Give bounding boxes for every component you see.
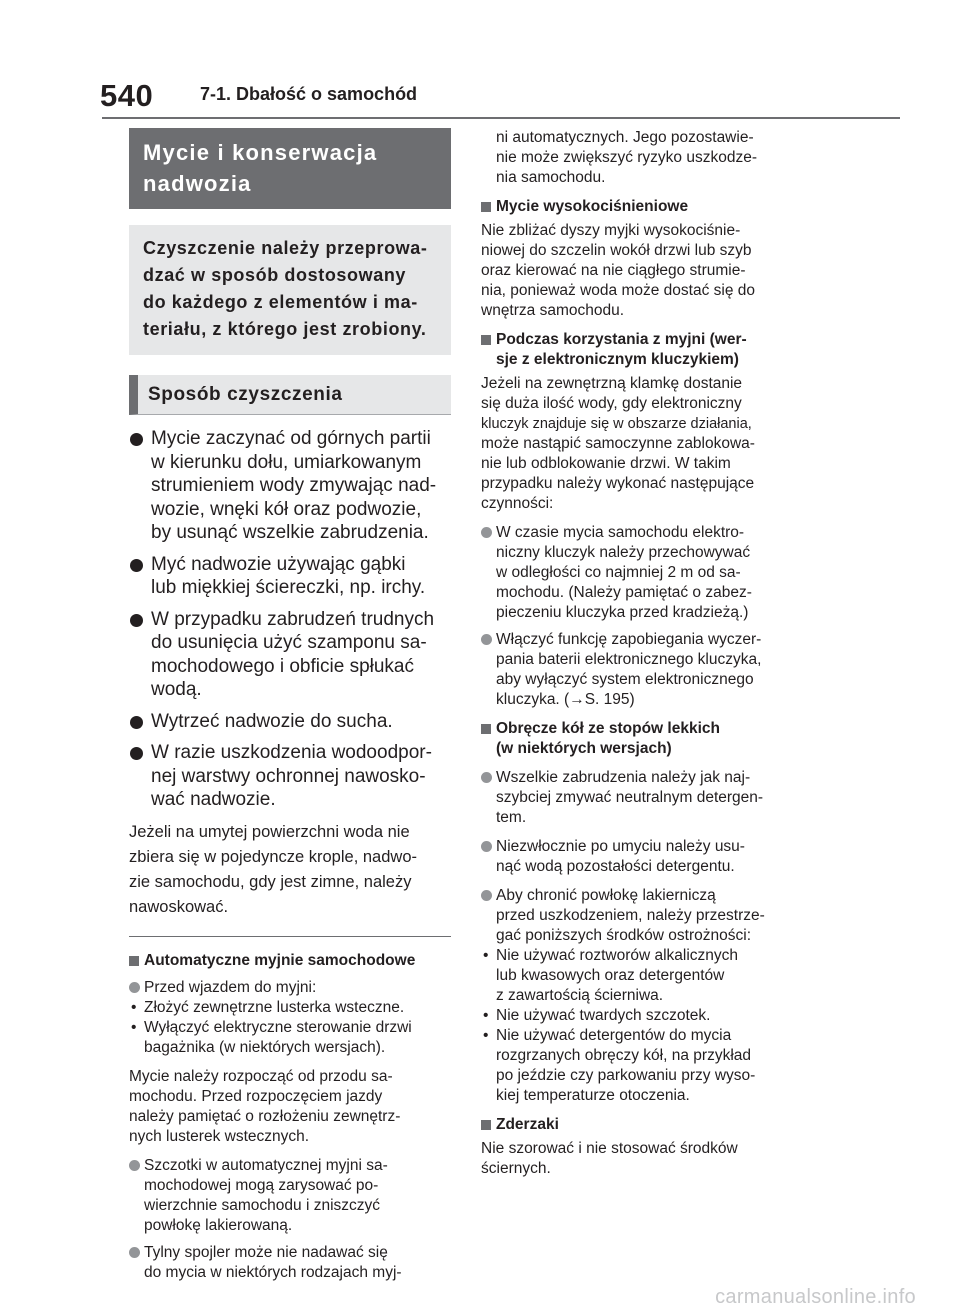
list-item: Włączyć funkcję zapobiegania wyczer- pania baterii elektronicznego kluczyka, aby wyłączyć system elektronicznego kluczyka. (→S. 195)	[481, 630, 806, 710]
list-item: • Wyłączyć elektryczne sterowanie drzwi bagażnika (w niektórych wersjach).	[129, 1018, 451, 1058]
alloy-wheels-heading: Obręcze kół ze stopów lekkich (w niektórych wersjach)	[481, 719, 806, 759]
cleaning-steps-list	[129, 427, 451, 812]
list-item: Przed wjazdem do myjni:	[129, 978, 451, 998]
list-item: Mycie zaczynać od górnych partii w kierunku dołu, umiarkowanym strumieniem wody zmywając nad- wozie, wnęki kół oraz podwozie, by usunąć wszelkie zabrudzenia.	[129, 427, 451, 545]
list-item: W razie uszkodzenia wodoodpor- nej warstwy ochronnej nawosko- wać nadwozie.	[129, 741, 451, 812]
continuation-text: ni automatycznych. Jego pozostawie- nie może zwiększyć ryzyko uszkodze- nia samochodu.	[496, 129, 757, 186]
list-item: Niezwłocznie po umyciu należy usu- nąć wodą pozostałości detergentu.	[481, 837, 806, 877]
high-pressure-paragraph: Nie zbliżać dyszy myjki wysokociśnie- niowej do szczelin wokół drzwi lub szyb oraz kierować na nie ciągłego strumie- nia, ponieważ woda może dostać się do wnętrza samochodu.	[481, 222, 755, 319]
auto-wash-paragraph: Mycie należy rozpocząć od przodu sa- mochodu. Przed rozpoczęciem jazdy należy pamiętać o rozłożeniu zewnętrz- nych lusterek wstecznych.	[129, 1067, 401, 1145]
left-column	[129, 128, 451, 1283]
header-divider	[102, 117, 900, 119]
list-item: W przypadku zabrudzeń trudnych do usunięcia użyć szamponu sa- mochodowego i obficie spłukać wodą.	[129, 608, 451, 702]
section-title: 7-1. Dbałość o samochód	[200, 84, 418, 104]
list-item: Wszelkie zabrudzenia należy jak naj- szybciej zmywać neutralnym detergen- tem.	[481, 768, 806, 828]
auto-wash-heading: Automatyczne myjnie samochodowe	[129, 951, 451, 971]
smart-key-heading: Podczas korzystania z myjni (wer- sje z elektronicznym kluczykiem)	[481, 330, 806, 370]
list-item: Wytrzeć nadwozie do sucha.	[129, 710, 451, 734]
smart-key-paragraph: Jeżeli na zewnętrzną klamkę dostanie się duża ilość wody, gdy elektroniczny kluczyk znajduje się w obszarze działania, może nastąpić samoczynne zablokowa- nie lub odblokowanie drzwi. W takim przypadku należy wykonać następujące czynności:	[481, 375, 755, 512]
page-reference-link[interactable]: kluczyka. (→S. 195)	[496, 691, 635, 708]
list-item: • Złożyć zewnętrzne lusterka wsteczne.	[129, 998, 451, 1018]
list-item: W czasie mycia samochodu elektro- niczny kluczyk należy przechowywać w odległości co najmniej 2 m od sa- mochodu. (Należy pamiętać o zabez- pieczeniu kluczyka przed kradzieżą.)	[481, 523, 806, 623]
page-title: Mycie i konserwacja nadwozia	[129, 128, 451, 209]
list-item: • Nie używać roztworów alkalicznych lub kwasowych oraz detergentów z zawartością ścierniwa.	[481, 946, 806, 1006]
bumpers-paragraph: Nie szorować i nie stosować środków ściernych.	[481, 1140, 738, 1177]
wax-note: Jeżeli na umytej powierzchni woda nie zbiera się w pojedyncze krople, nadwo- zie samochodu, gdy jest zimne, należy nawoskować.	[129, 822, 417, 916]
list-item: Tylny spojler może nie nadawać się do mycia w niektórych rodzajach myj-	[129, 1243, 451, 1283]
intro-box: Czyszczenie należy przeprowa- dzać w sposób dostosowany do każdego z elementów i ma- teriału, z którego jest zrobiony.	[129, 225, 451, 355]
page-number: 540	[100, 78, 154, 113]
list-item: • Nie używać detergentów do mycia rozgrzanych obręczy kół, na przykład po jeździe czy parkowaniu przy wyso- kiej temperaturze otoczenia.	[481, 1026, 806, 1106]
right-column	[481, 128, 806, 1179]
list-item: • Nie używać twardych szczotek.	[481, 1006, 806, 1026]
watermark: carmanualsonline.info	[715, 1286, 916, 1308]
list-item: Myć nadwozie używając gąbki lub miękkiej ściereczki, np. irchy.	[129, 553, 451, 600]
list-item: Aby chronić powłokę lakierniczą przed uszkodzeniem, należy przestrze- gać poniższych środków ostrożności:	[481, 886, 806, 946]
bumpers-heading: Zderzaki	[481, 1115, 806, 1135]
list-item: Szczotki w automatycznej myjni sa- mochodowej mogą zarysować po- wierzchnie samochodu i zniszczyć powłokę lakierowaną.	[129, 1156, 451, 1236]
divider	[129, 936, 451, 937]
cleaning-method-heading: Sposób czyszczenia	[129, 375, 451, 415]
high-pressure-heading: Mycie wysokociśnieniowe	[481, 197, 806, 217]
